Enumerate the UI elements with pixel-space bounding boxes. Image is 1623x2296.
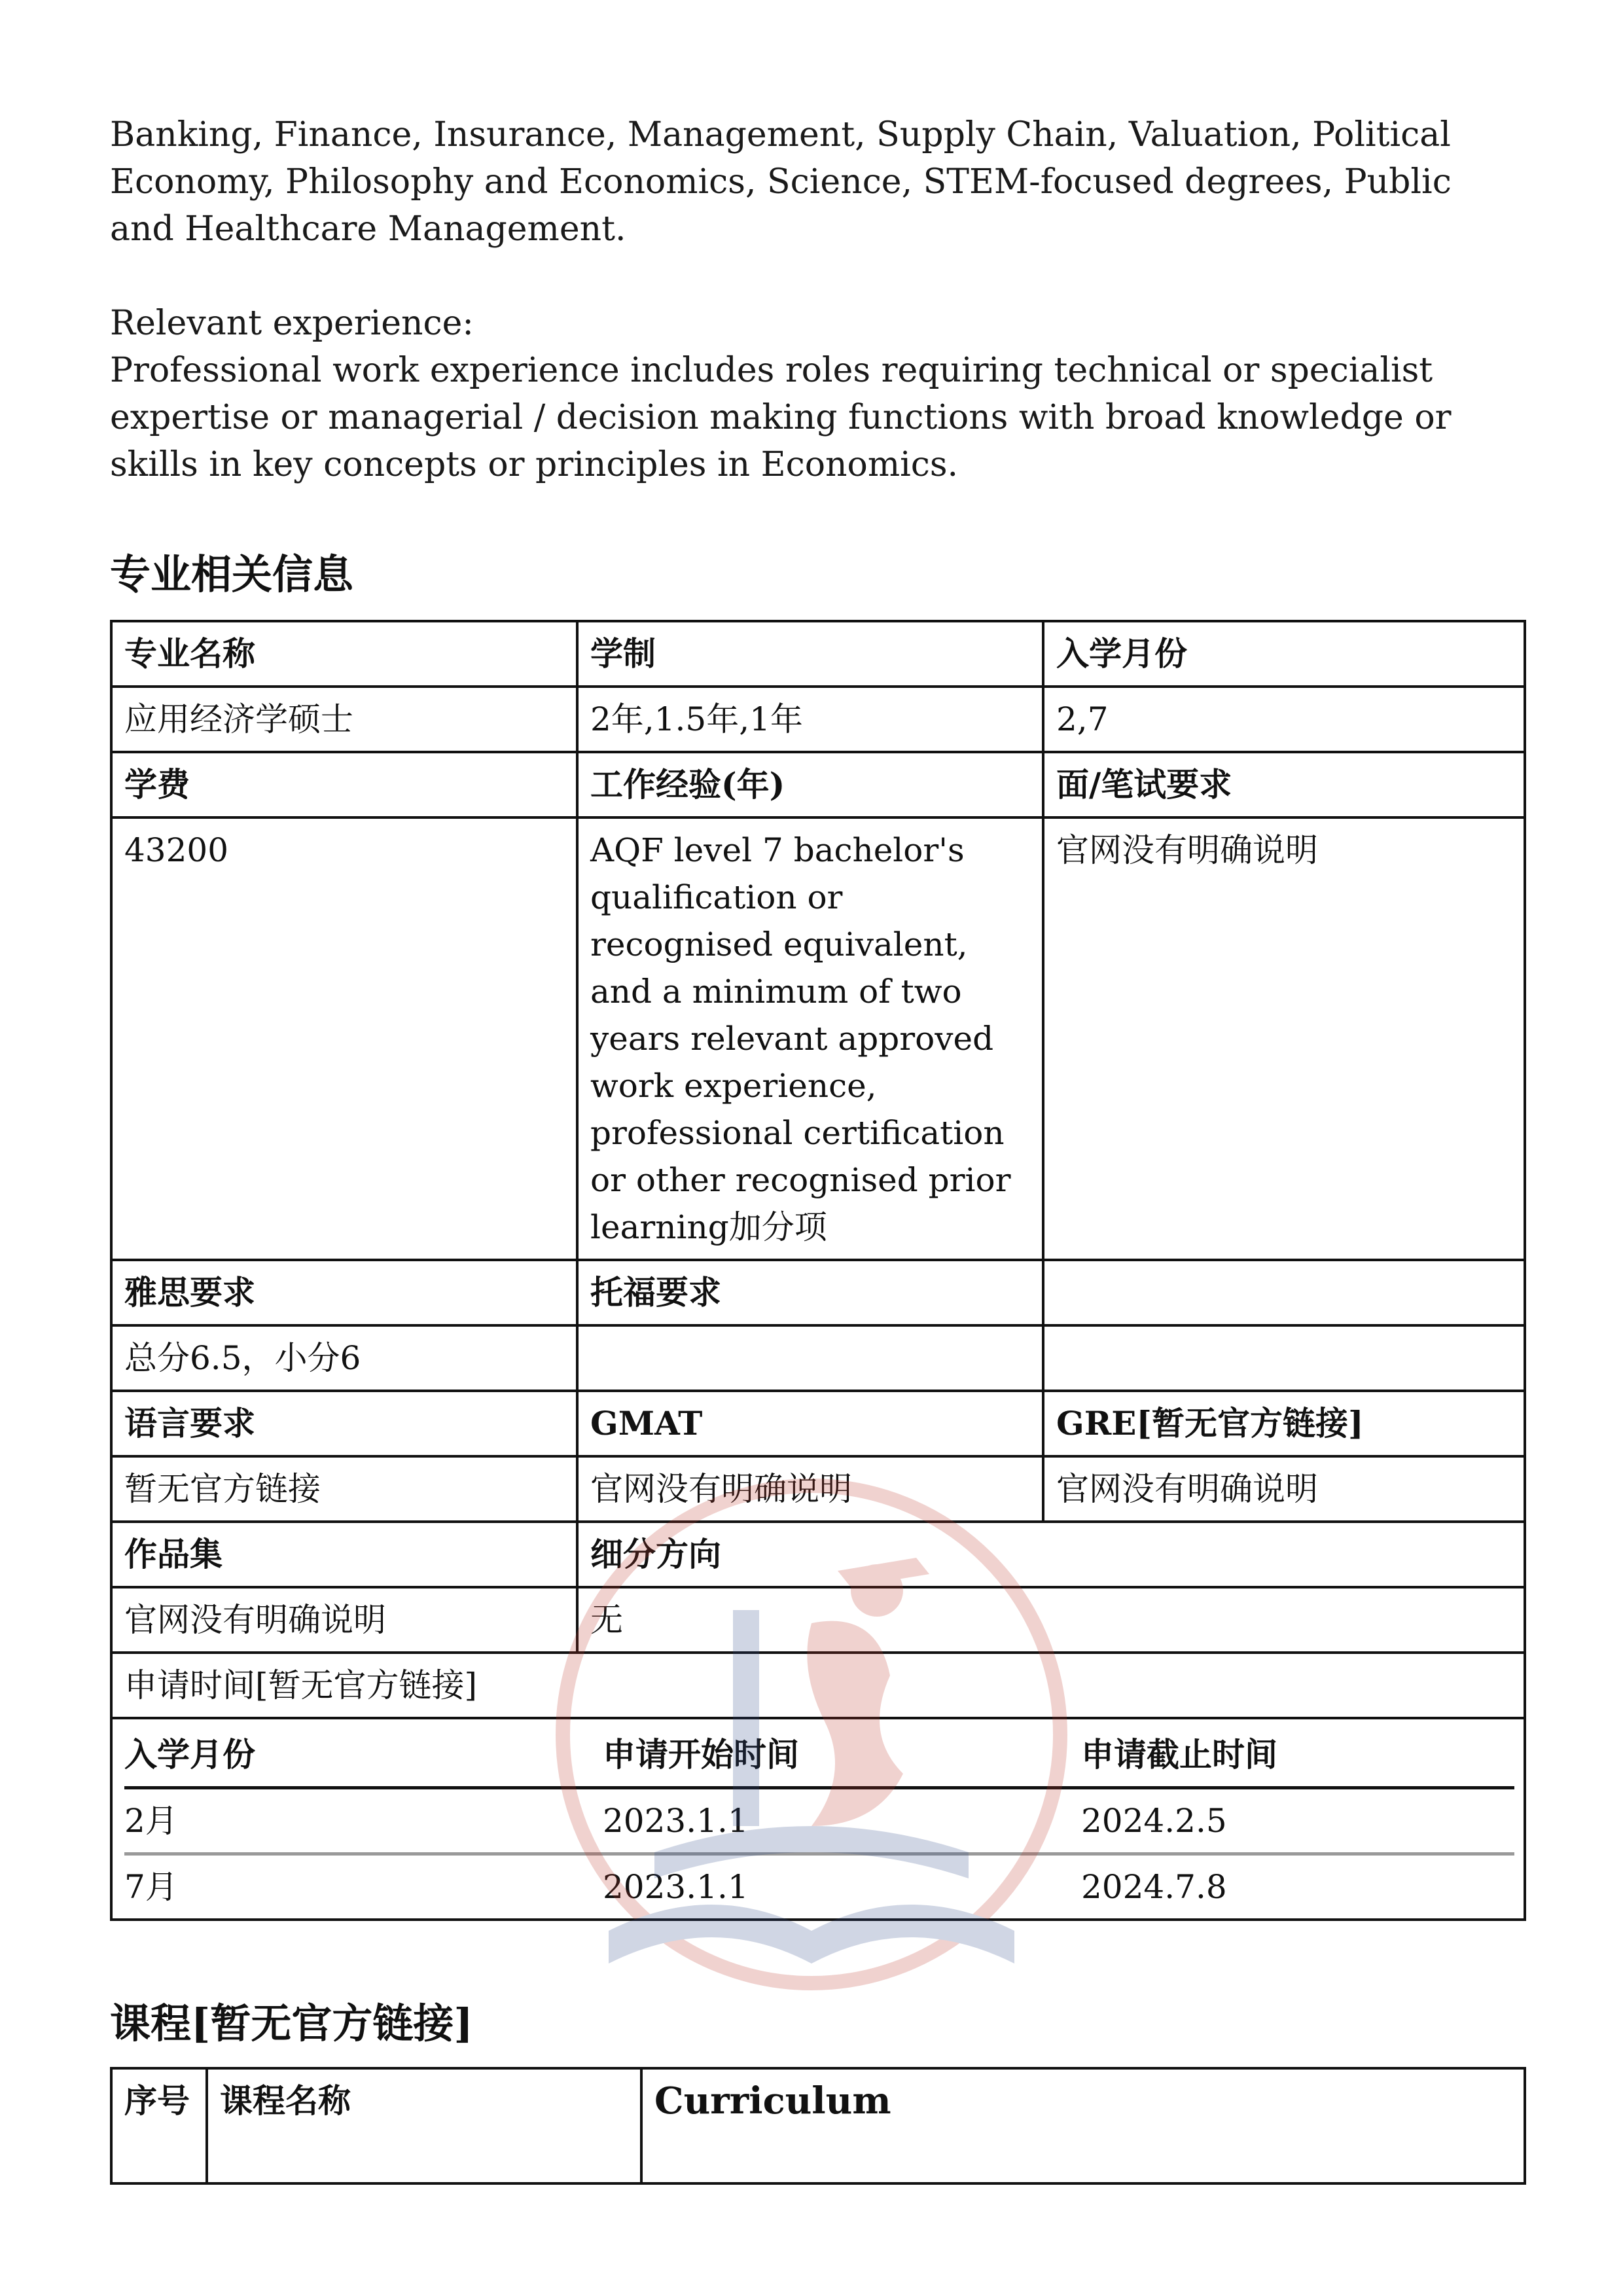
course-header-index: 序号 <box>111 2068 207 2183</box>
app-intake: 2月 <box>124 1788 603 1854</box>
value-program-name: 应用经济学硕士 <box>111 687 577 752</box>
value-tuition: 43200 <box>111 817 577 1260</box>
app-header-deadline: 申请截止时间 <box>1081 1719 1514 1788</box>
value-ielts: 总分6.5，小分6 <box>111 1325 577 1391</box>
header-intake-month: 入学月份 <box>1043 621 1525 687</box>
table-row <box>124 1788 1514 1854</box>
value-language: 暂无官方链接 <box>111 1456 577 1522</box>
header-language: 语言要求 <box>111 1391 577 1456</box>
value-gmat: 官网没有明确说明 <box>577 1456 1043 1522</box>
application-time-cell <box>111 1718 1525 1920</box>
header-tuition: 学费 <box>111 752 577 817</box>
value-toefl <box>577 1325 1043 1391</box>
header-ielts: 雅思要求 <box>111 1260 577 1325</box>
courses-table <box>110 2067 1526 2185</box>
app-deadline: 2024.2.5 <box>1081 1788 1514 1854</box>
header-interview-requirement: 面/笔试要求 <box>1043 752 1525 817</box>
value-empty <box>1043 1325 1525 1391</box>
value-portfolio: 官网没有明确说明 <box>111 1587 577 1653</box>
relevant-experience-paragraph: Professional work experience includes roles requiring technical or specialist expertise or managerial / decision making functions with broad knowledge or skills in key concepts or principles in Economics. <box>110 351 1452 484</box>
value-duration: 2年,1.5年,1年 <box>577 687 1043 752</box>
header-portfolio: 作品集 <box>111 1522 577 1587</box>
relevant-experience-label: Relevant experience: <box>110 304 474 343</box>
course-header-name: 课程名称 <box>207 2068 641 2183</box>
header-empty <box>1043 1260 1525 1325</box>
value-intake-month: 2,7 <box>1043 687 1525 752</box>
value-specialization: 无 <box>577 1587 1525 1653</box>
app-start: 2023.1.1 <box>603 1868 749 1906</box>
header-gre: GRE[暂无官方链接] <box>1043 1391 1525 1456</box>
courses-title: 课程[暂无官方链接] <box>110 2000 473 2047</box>
value-work-experience: AQF level 7 bachelor's qualification or recognised equivalent, and a minimum of two years relevant approved work experience, professional certification or other recognised prior learning加分项 <box>577 817 1043 1260</box>
application-time-label: 申请时间[暂无官方链接] <box>111 1653 1525 1718</box>
application-time-table <box>124 1719 1514 1918</box>
header-specialization: 细分方向 <box>577 1522 1525 1587</box>
app-deadline: 2024.7.8 <box>1081 1868 1227 1906</box>
course-header-curriculum: Curriculum <box>641 2068 1525 2183</box>
table-row <box>124 1854 1514 1919</box>
header-gmat: GMAT <box>577 1391 1043 1456</box>
value-interview-requirement: 官网没有明确说明 <box>1043 817 1525 1260</box>
program-info-title: 专业相关信息 <box>110 550 354 598</box>
app-intake: 7月 <box>124 1868 178 1906</box>
document-page <box>110 0 1524 2296</box>
header-duration: 学制 <box>577 621 1043 687</box>
app-header-intake: 入学月份 <box>124 1719 603 1788</box>
header-work-experience: 工作经验(年) <box>577 752 1043 817</box>
value-gre: 官网没有明确说明 <box>1043 1456 1525 1522</box>
program-info-table <box>110 620 1526 1921</box>
intro-fields-paragraph: Banking, Finance, Insurance, Management, Supply Chain, Valuation, Political Economy, Philosophy and Economics, Science, STEM-focused degrees, Public and Healthcare Management. <box>110 115 1452 249</box>
header-program-name: 专业名称 <box>111 621 577 687</box>
app-start: 2023.1.1 <box>603 1788 1081 1854</box>
app-header-start: 申请开始时间 <box>603 1719 1081 1788</box>
header-toefl: 托福要求 <box>577 1260 1043 1325</box>
